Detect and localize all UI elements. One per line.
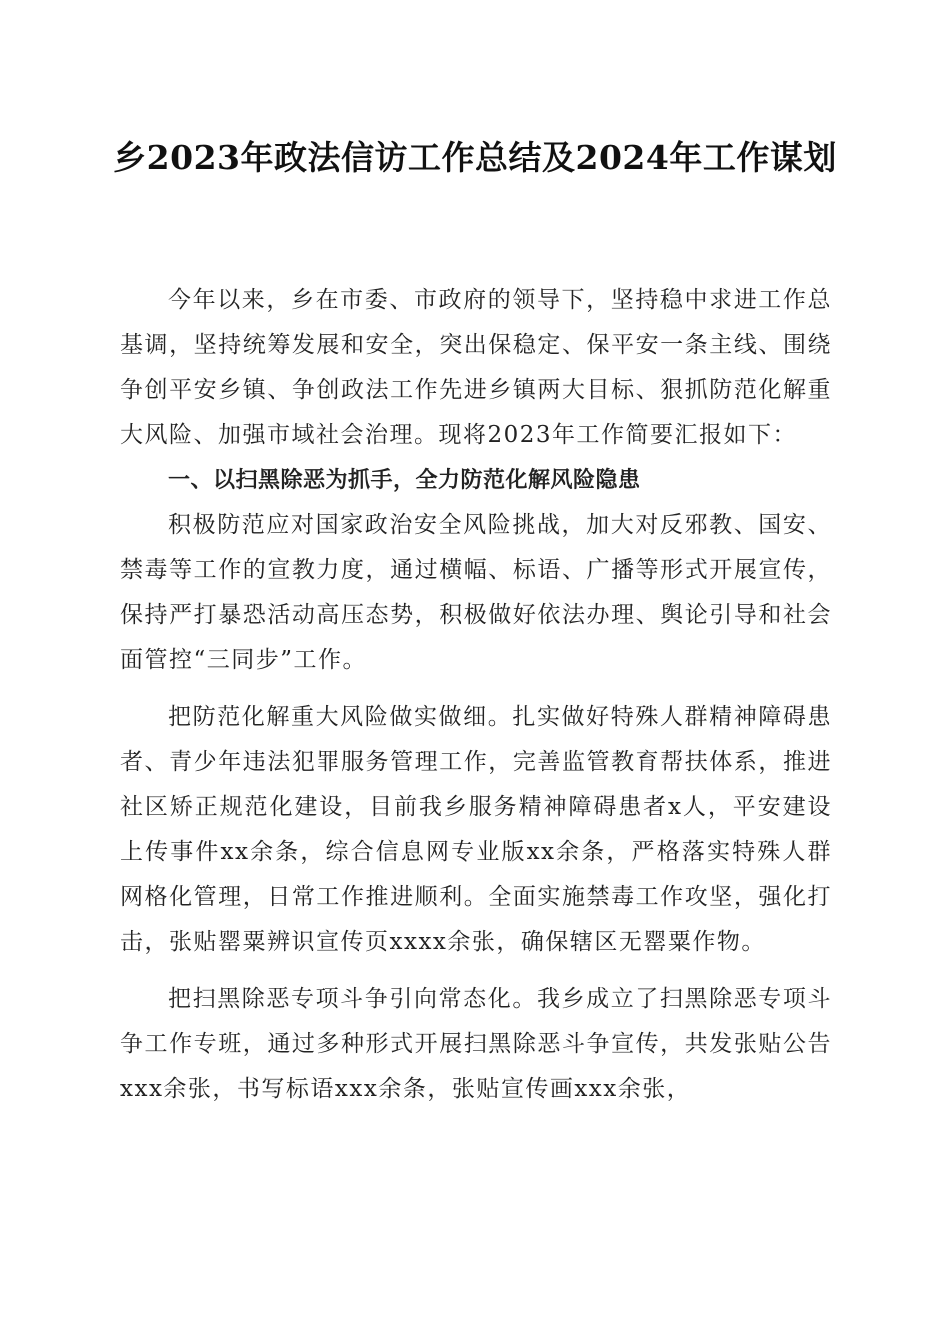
paragraph-anti-gang: 把扫黑除恶专项斗争引向常态化。我乡成立了扫黑除恶专项斗争工作专班，通过多种形式开展扫黑除恶斗争宣传，共发张贴公告xxx余张，书写标语xxx余条，张贴宣传画xxx余张， — [120, 986, 832, 1102]
document-body — [120, 278, 832, 1112]
section-heading-1: 一、以扫黑除恶为抓手，全力防范化解风险隐患 — [168, 468, 641, 493]
paragraph-political-security: 积极防范应对国家政治安全风险挑战，加大对反邪教、国安、禁毒等工作的宣教力度，通过横幅、标语、广播等形式开展宣传，保持严打暴恐活动高压态势，积极做好依法办理、舆论引导和社会面管控“三同步”工作。 — [120, 512, 832, 673]
paragraph-risk-prevention: 把防范化解重大风险做实做细。扎实做好特殊人群精神障碍患者、青少年违法犯罪服务管理工作，完善监管教育帮扶体系，推进社区矫正规范化建设，目前我乡服务精神障碍患者x人，平安建设上传事件xx余条，综合信息网专业版xx余条，严格落实特殊人群网格化管理，日常工作推进顺利。全面实施禁毒工作攻坚，强化打击，张贴罂粟辨识宣传页xxxx余张，确保辖区无罂粟作物。 — [120, 704, 832, 955]
document-title: 乡2023年政法信访工作总结及2024年工作谋划 — [113, 138, 837, 177]
paragraph-intro: 今年以来，乡在市委、市政府的领导下，坚持稳中求进工作总基调，坚持统筹发展和安全，突出保稳定、保平安一条主线、围绕争创平安乡镇、争创政法工作先进乡镇两大目标、狠抓防范化解重大风险、加强市域社会治理。现将2023年工作简要汇报如下： — [120, 287, 832, 448]
